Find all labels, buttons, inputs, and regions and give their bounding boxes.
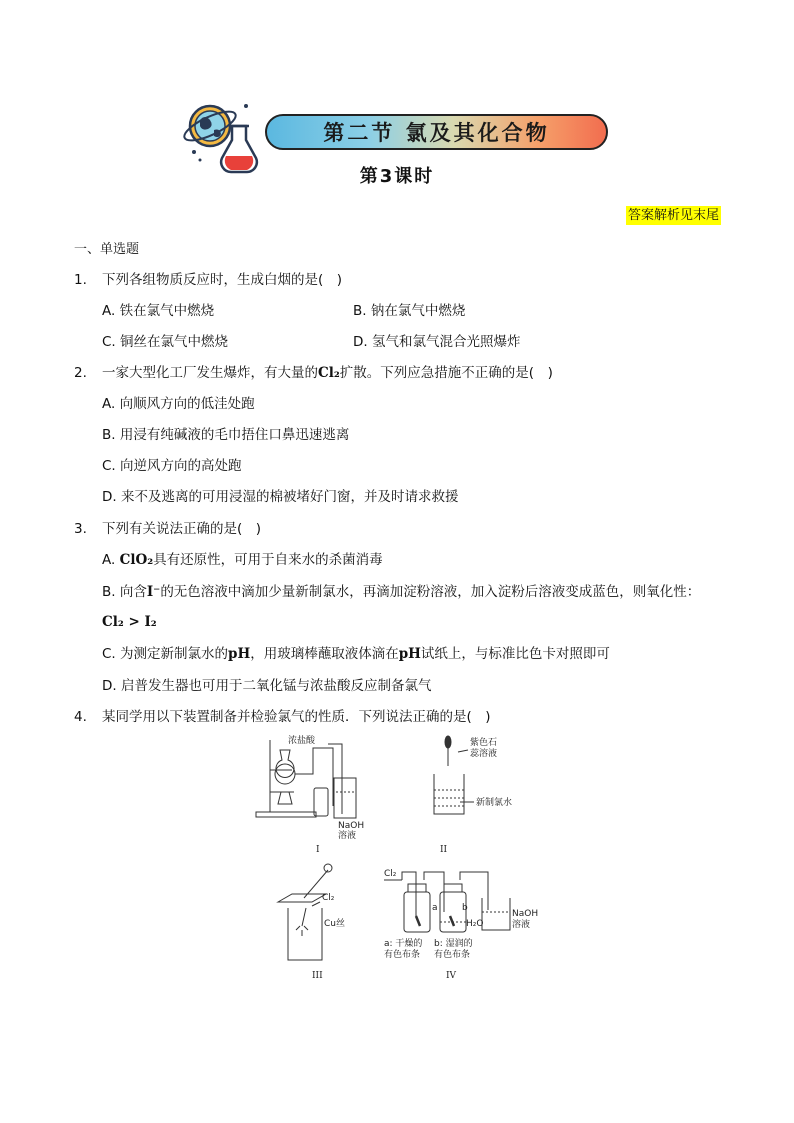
- q2-option-d: D. 来不及逃离的可用浸湿的棉被堵好门窗，并及时请求救援: [102, 489, 459, 505]
- question-number: 2.: [74, 365, 87, 381]
- label-cl2: Cl₂: [322, 893, 335, 903]
- label-conc-hcl: 浓盐酸: [288, 736, 316, 746]
- label-roman-i: I: [316, 845, 320, 855]
- chemical-formula: Cl₂: [318, 365, 340, 381]
- q2-option-b: B. 用浸有纯碱液的毛巾捂住口鼻迅速逃离: [102, 427, 350, 443]
- apparatus-figure: [252, 730, 552, 986]
- label-chlorine-water: 新制氯水: [476, 798, 513, 808]
- label-roman-ii: II: [440, 845, 448, 855]
- chemical-formula: I⁻: [146, 584, 161, 600]
- label-solution-iv: 溶液: [512, 920, 531, 930]
- option-label: A.: [102, 552, 120, 568]
- label-roman-iii: III: [312, 971, 323, 981]
- q3-option-a: [102, 551, 383, 569]
- option-text: C. 为测定新制氯水的: [102, 646, 229, 662]
- option-text: ，用玻璃棒蘸取液体滴在: [250, 646, 399, 662]
- label-roman-iv: IV: [446, 971, 457, 981]
- apparatus-i: [256, 740, 356, 818]
- chemical-formula: ClO₂: [119, 552, 154, 568]
- page-title: 第二节 氯及其化合物: [323, 120, 550, 145]
- question-4: [74, 708, 491, 726]
- option-text: B. 向含: [102, 584, 147, 600]
- question-stem: 下列各组物质反应时，生成白烟的是( ): [102, 272, 343, 288]
- caption-b-line2: 有色布条: [434, 950, 471, 960]
- question-stem-part: 扩散。下列应急措施不正确的是( ): [339, 365, 553, 381]
- q2-option-a: A. 向顺风方向的低洼处跑: [102, 396, 255, 412]
- chemical-formula: pH: [398, 646, 421, 662]
- option-text: 的无色溶液中滴加少量新制氯水，再滴加淀粉溶液，加入淀粉后溶液变成蓝色，则氧化性：: [160, 584, 701, 600]
- question-1: [74, 271, 342, 289]
- label-b: b: [462, 903, 468, 913]
- q1-option-d: D. 氢气和氯气混合光照爆炸: [353, 334, 521, 350]
- caption-b-line1: b: 湿润的: [434, 939, 473, 949]
- q3-option-c: [102, 645, 610, 663]
- chemical-formula: pH: [228, 646, 251, 662]
- label-h2o: H₂O: [466, 919, 484, 929]
- q2-option-c: C. 向逆风方向的高处跑: [102, 458, 242, 474]
- q3-option-b: [102, 583, 700, 601]
- question-stem: 下列有关说法正确的是( ): [102, 521, 262, 537]
- lesson-subtitle: 第3课时: [359, 166, 435, 187]
- q3-option-d: D. 启普发生器也可用于二氧化锰与浓盐酸反应制备氯气: [102, 678, 432, 694]
- label-litmus-1: 紫色石: [470, 738, 498, 748]
- label-litmus-2: 蕊溶液: [470, 749, 498, 759]
- answer-note-highlight: 答案解析见末尾: [627, 208, 719, 223]
- caption-a-line1: a: 干燥的: [384, 939, 423, 949]
- caption-a-line2: 有色布条: [384, 950, 421, 960]
- label-naoh: NaOH: [338, 821, 365, 831]
- q1-option-b: B. 钠在氯气中燃烧: [353, 303, 466, 319]
- option-text: 试纸上，与标准比色卡对照即可: [420, 646, 610, 662]
- question-number: 3.: [74, 521, 87, 537]
- question-number: 4.: [74, 709, 87, 725]
- q1-option-a: A. 铁在氯气中燃烧: [102, 303, 215, 319]
- section-heading: 一、单选题: [74, 242, 140, 257]
- apparatus-ii: [434, 736, 474, 814]
- apparatus-iv: [384, 872, 510, 932]
- question-number: 1.: [74, 272, 87, 288]
- apparatus-iii: [278, 864, 332, 960]
- label-cu-wire: Cu丝: [324, 919, 345, 929]
- question-3: [74, 520, 261, 538]
- label-solution: 溶液: [338, 831, 357, 841]
- q1-option-c: C. 铜丝在氯气中燃烧: [102, 334, 229, 350]
- label-a: a: [432, 903, 438, 913]
- question-stem-part: 一家大型化工厂发生爆炸，有大量的: [102, 365, 318, 381]
- option-text: 具有还原性，可用于自来水的杀菌消毒: [153, 552, 383, 568]
- question-stem: 某同学用以下装置制备并检验氯气的性质．下列说法正确的是( ): [102, 709, 491, 725]
- label-cl2-inlet: Cl₂: [384, 869, 397, 879]
- title-banner: [265, 114, 608, 150]
- q3-option-b-formula: Cl₂ > I₂: [102, 614, 157, 630]
- question-2: [74, 364, 553, 382]
- label-naoh-iv: NaOH: [512, 909, 539, 919]
